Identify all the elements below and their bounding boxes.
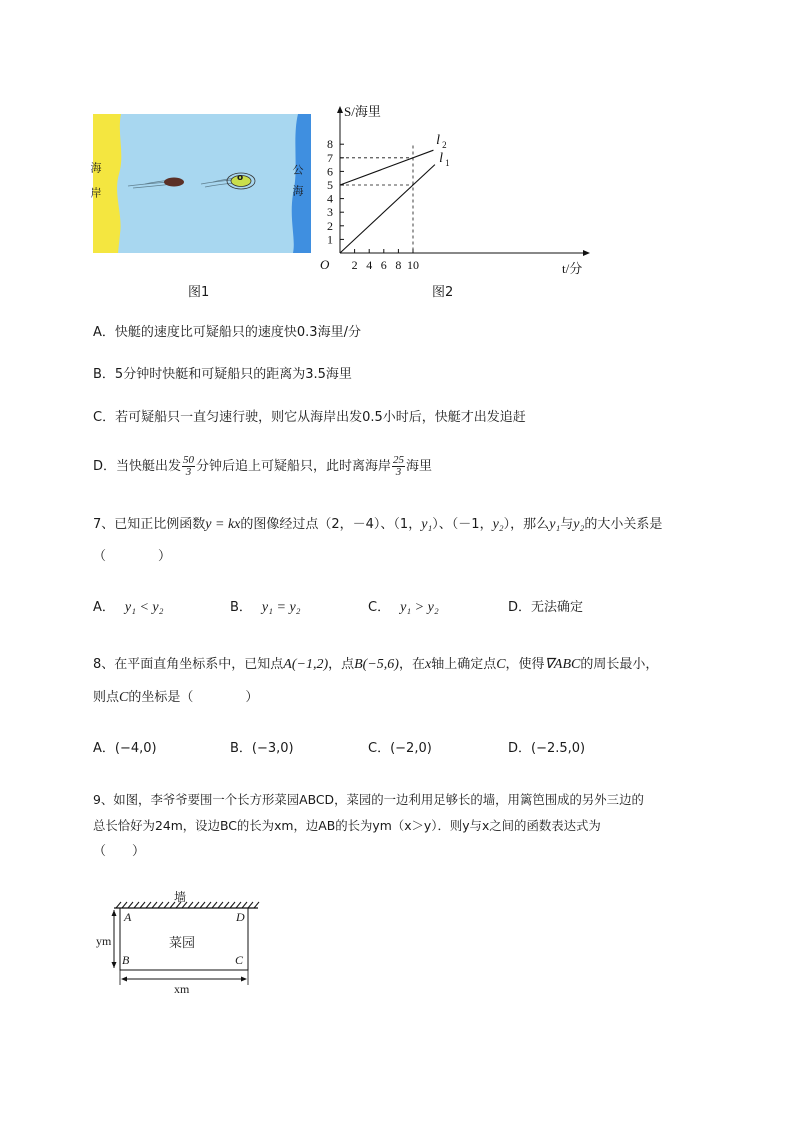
arrow-up-icon <box>112 910 117 916</box>
q8-text: 的坐标是（ ） <box>128 690 259 705</box>
y-tick-label: 3 <box>327 205 333 220</box>
figure-1-caption: 图1 <box>188 285 210 300</box>
q7-y2: y₂ <box>573 517 585 532</box>
fraction-25-3 <box>392 455 405 478</box>
vertex-d-label: D <box>236 910 245 924</box>
x-axis-label: t/分 <box>562 261 583 276</box>
q8-stem-line1 <box>93 656 658 674</box>
arrow-right-icon <box>241 977 247 982</box>
q9-stem-line3: （ ） <box>93 844 146 859</box>
y-dimension-label: ym <box>96 934 112 948</box>
origin-label: O <box>320 257 330 272</box>
series-label-l2: l <box>436 133 441 149</box>
figure-2-chart <box>310 98 610 282</box>
fraction-numerator: 50 <box>183 454 195 466</box>
q7-stem-line1 <box>93 516 662 534</box>
q7-text: 的大小关系是 <box>584 517 663 532</box>
q6-d-prefix: D．当快艇出发 <box>93 459 182 474</box>
q7-option-c-label: C． <box>368 600 391 615</box>
q8-stem-line2 <box>93 689 258 707</box>
q7-option-d: D．无法确定 <box>508 600 584 615</box>
q8-option-d: D．(−2.5,0) <box>508 741 586 756</box>
q8-text: ，点 <box>328 657 355 672</box>
speedboat <box>164 178 184 187</box>
q8-triangle: ∇ABC <box>544 657 581 672</box>
q7-text: 的图像经过点（2，－4）、（1， <box>240 517 422 532</box>
q8-point-a: A(−1,2) <box>283 657 329 672</box>
x-tick-label: 8 <box>395 258 402 272</box>
q8-point-c: C <box>119 690 129 705</box>
q7-option-b <box>230 599 301 617</box>
x-tick-label: 6 <box>380 258 387 272</box>
x-tick-label: 2 <box>351 258 358 272</box>
q7-y1: y₁ <box>421 517 433 532</box>
sea-map-illustration <box>89 114 311 253</box>
q9-stem-line1: 9、如图，李爷爷要围一个长方形菜园ABCD，菜园的一边利用足够长的墙，用篱笆围成的另外三边的 <box>93 792 644 807</box>
series-label-l1-subscript: 1 <box>445 157 450 168</box>
y-axis-label: S/海里 <box>344 104 381 119</box>
x-dimension-label: xm <box>174 982 190 996</box>
q7-option-b-expr: y₁ = y₂ <box>261 600 301 615</box>
q7-text: 7、已知正比例函数 <box>93 517 206 532</box>
q7-option-a <box>93 599 164 617</box>
garden-figure <box>96 888 270 998</box>
q7-option-a-expr: y₁ < y₂ <box>124 600 164 615</box>
boat-label: o <box>237 173 244 183</box>
q7-option-a-label: A． <box>93 600 115 615</box>
vertex-b-label: B <box>122 953 130 967</box>
q6-option-c: C．若可疑船只一直匀速行驶，则它从海岸出发0.5小时后，快艇才出发追赶 <box>93 410 526 425</box>
series-label-l1: l <box>439 150 443 166</box>
arrow-left-icon <box>121 977 127 982</box>
fraction-denominator: 3 <box>185 466 192 478</box>
garden-label: 菜园 <box>169 936 196 951</box>
q8-text: ，在 <box>398 657 425 672</box>
q8-option-b: B．(−3,0) <box>230 741 294 756</box>
q7-y2: y₂ <box>492 517 504 532</box>
q9-stem-line2: 总长恰好为24m，设边BC的长为xm，边AB的长为ym（x＞y）．则y与x之间的函数表达式为 <box>93 818 601 833</box>
figure-1 <box>89 114 311 253</box>
q8-option-c: C．(−2,0) <box>368 741 432 756</box>
y-tick-label: 2 <box>327 218 333 233</box>
series-line-l1 <box>340 165 435 253</box>
q7-option-c-expr: y₁ > y₂ <box>400 600 439 615</box>
q8-x-var: x <box>424 657 432 672</box>
y-axis-arrow-icon <box>337 106 343 113</box>
y-tick-label: 1 <box>327 232 333 247</box>
figure-2-caption: 图2 <box>432 285 454 300</box>
q7-function: y = kx <box>205 517 241 532</box>
q8-point-b: B(−5,6) <box>354 657 399 672</box>
wall-label: 墙 <box>174 890 187 904</box>
q7-stem-line2: （ ） <box>93 549 172 564</box>
q7-option-c <box>368 599 439 617</box>
arrow-down-icon <box>112 962 117 968</box>
series-line-l2 <box>340 150 433 185</box>
q7-y1: y₁ <box>549 517 561 532</box>
vertex-a-label: A <box>124 910 132 924</box>
shore-label: 海岸 <box>89 162 102 212</box>
q8-text: 的周长最小， <box>580 657 659 672</box>
open-sea-label: 公海 <box>291 164 304 206</box>
q6-d-suffix: 海里 <box>406 459 433 474</box>
fraction-denominator: 3 <box>395 466 402 478</box>
q7-option-b-label: B． <box>230 600 252 615</box>
y-tick-label: 4 <box>327 191 333 206</box>
wall-hatching <box>116 902 259 908</box>
y-tick-label: 5 <box>327 178 333 192</box>
x-tick-label: 10 <box>407 258 419 272</box>
fraction-50-3 <box>182 455 195 478</box>
distance-time-chart <box>310 98 610 282</box>
q8-option-a: A．(−4,0) <box>93 741 157 756</box>
x-tick-label: 4 <box>366 258 373 272</box>
vertex-c-label: C <box>235 953 244 967</box>
fraction-numerator: 25 <box>393 454 405 466</box>
q8-text: 轴上确定点 <box>431 657 497 672</box>
q6-option-b: B．5分钟时快艇和可疑船只的距离为3.5海里 <box>93 367 352 382</box>
q6-option-d <box>93 452 432 482</box>
y-tick-label: 6 <box>327 164 333 179</box>
q7-text: 与 <box>560 517 574 532</box>
q7-text: ），那么 <box>503 517 550 532</box>
y-tick-label: 7 <box>327 150 333 165</box>
y-tick-label: 8 <box>327 137 333 152</box>
q8-text: 8、在平面直角坐标系中，已知点 <box>93 657 284 672</box>
q8-text: 则点 <box>93 690 120 705</box>
q6-option-a: A．快艇的速度比可疑船只的速度快0.3海里/分 <box>93 325 361 340</box>
q8-text: ，使得 <box>505 657 545 672</box>
q6-d-middle: 分钟后追上可疑船只，此时离海岸 <box>196 459 392 474</box>
q7-text: ）、（－1， <box>432 517 493 532</box>
x-axis-arrow-icon <box>583 250 590 256</box>
series-label-l2-subscript: 2 <box>442 140 447 151</box>
q8-point-c: C <box>496 657 506 672</box>
